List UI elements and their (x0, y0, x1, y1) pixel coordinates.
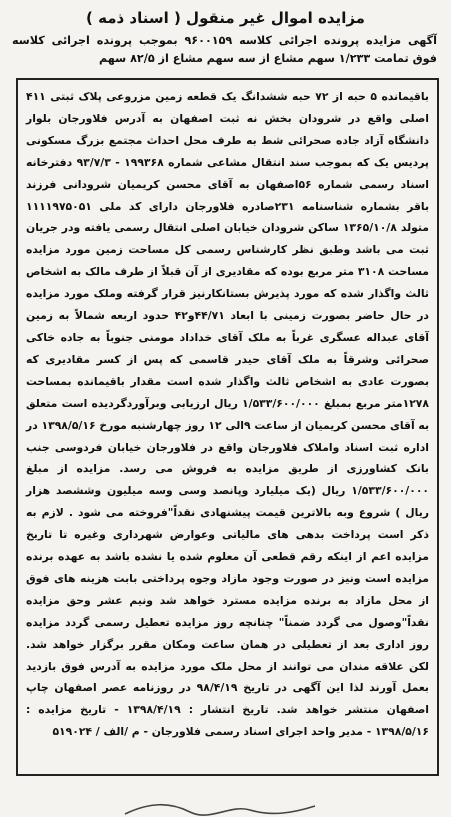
signature-scribble (120, 800, 320, 816)
notice-body-box (16, 78, 439, 776)
notice-body-text: باقیمانده ۵ حبه از ۷۲ حبه ششدانگ یک قطعه زمین مزروعی پلاک ثبتی ۴۱۱ اصلی واقع در شرودان بخش نه ثبت اصفهان به آدرس فلاورجان بلوار دانشگاه آزاد جاده صحرائی شط به طرف محل احداث مجتمع بزرگ مسکونی پردیس یک که بموجب سند انتقال مشاعی شماره ۱۹۹۳۶۸ - ۹۳/۷/۳ دفترخانه اسناد رسمی شماره ۵۶اصفهان به آقای محسن کریمیان شرودانی فرزند باقر بشماره شناسنامه ۲۳۱صادره فلاورجان دارای کد ملی ۱۱۱۱۹۷۵۰۵۱ متولد ۱۳۶۵/۱۰/۸ ساکن شرودان خیابان اصلی انتقال رسمی یافته ودر جریان ثبت می باشد وطبق نظر کارشناس رسمی کل مساحت زمین مورد مزایده مساحت ۳۱۰۸ متر مربع بوده که مقادیری از آن قبلاً از طرف مالک به اشخاص ثالث واگذار شده که مورد پذیرش بستانکارنیز قرار گرفته وملک مورد مزایده در حال حاضر بصورت زمینی با ابعاد ۴۴/۷۱و۴۲ حدود اربعه شمالاً به زمین آقای عبداله عسگری غرباً به ملک آقای خداداد مومنی جنوباً به جاده خاکی صحرائی وشرقاً به ملک آقای حیدر قاسمی که پس از کسر مقادیری که بصورت عادی به اشخاص ثالث واگذار شده است مقدار باقیمانده بمساحت ۱۲۷۸متر مربع بمبلغ ۱/۵۳۳/۶۰۰/۰۰۰ ریال ارزیابی وبرآوردگردیده است متعلق به آقای محسن کریمیان از ساعت ۹الی ۱۲ روز چهارشنبه مورخ ۱۳۹۸/۵/۱۶ در اداره ثبت اسناد واملاک فلاورجان واقع در فلاورجان خیابان فردوسی جنب بانک کشاورزی از طریق مزایده به فروش می رسد. مزایده از مبلغ ۱/۵۳۳/۶۰۰/۰۰۰ ریال (یک میلیارد وپانصد وسی وسه میلیون وششصد هزار ریال ) شروع وبه بالاترین قیمت پیشنهادی نقداً"فروخته می شود . لازم به ذکر است پرداخت بدهی های مالیاتی وعوارض شهرداری وغیره تا تاریخ مزایده اعم از اینکه رقم قطعی آن معلوم شده یا نشده باشد به عهده برنده مزایده است ونیز در صورت وجود مازاد وجوه پرداختی بابت هزینه های فوق از محل مازاد به برنده مزایده مسترد خواهد شد ونیم عشر وحق مزایده نقداً"وصول می گردد ضمناً" چنانچه روز مزایده تعطیل رسمی گردد مزایده روز اداری بعد از تعطیلی در همان ساعت ومکان مقرر برگزار خواهد شد. لکن علاقه مندان می توانند از محل ملک مورد مزایده به آدرس فوق بازدید بعمل آورند لذا این آگهی در تاریخ ۹۸/۴/۱۹ در روزنامه عصر اصفهان چاپ اصفهان منتشر خواهد شد. تاریخ انتشار : ۱۳۹۸/۴/۱۹ - تاریخ مزایده : ۱۳۹۸/۵/۱۶ - مدیر واحد اجرای اسناد رسمی فلاورجان - م /الف / ۵۱۹۰۲۴ (26, 90, 430, 739)
notice-title: مزایده اموال غیر منقول ( اسناد ذمه ) (86, 9, 365, 27)
notice-intro: آگهی مزایده پرونده اجرائی کلاسه ۹۶۰۰۱۵۹ بموجب پرونده اجرائی کلاسه فوق تمامت ۱/۲۳۳ سهم مشاع از سه سهم مشاع از ۸۲/۵ سهم (12, 34, 437, 65)
